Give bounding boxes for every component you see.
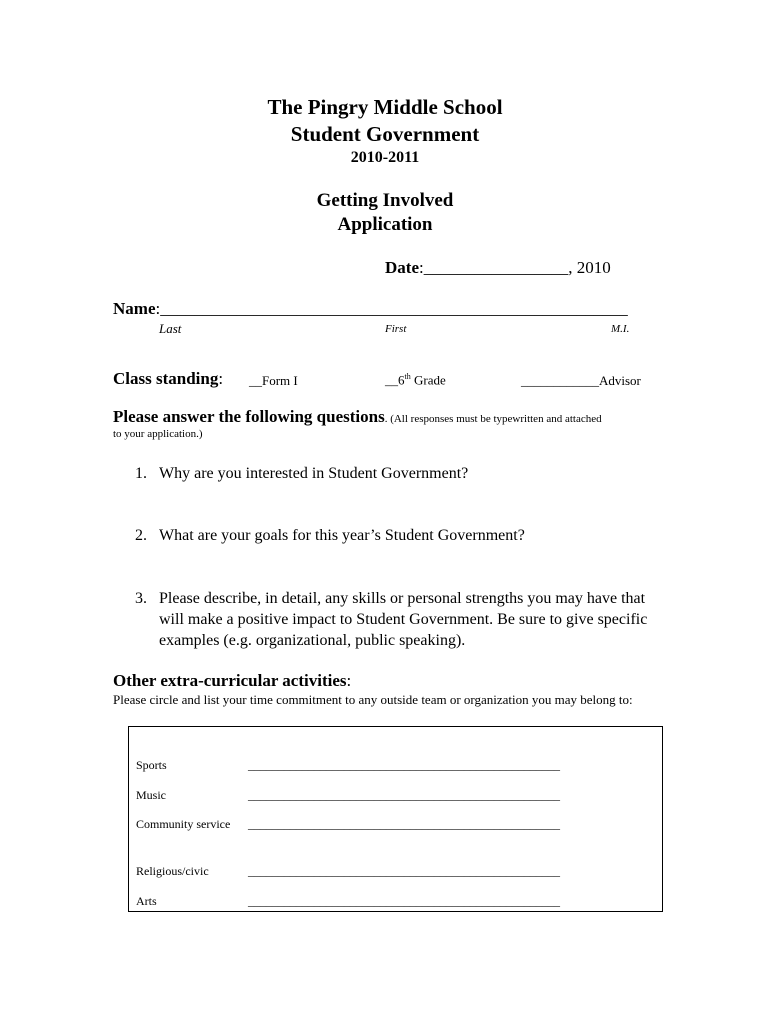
date-blank[interactable]: :_________________ [418,258,569,277]
date-label: Date [385,258,419,277]
advisor-field[interactable]: ____________Advisor [521,373,641,388]
form-title-line1: Getting Involved [316,190,454,211]
activity-line-music[interactable]: ____________________________________________________ [248,788,560,802]
date-year-suffix: , 2010 [568,258,611,277]
activities-heading-colon: : [346,671,352,690]
questions-intro [113,407,602,427]
activity-label-religious-civic: Religious/civic [136,864,209,878]
activity-line-arts[interactable]: ____________________________________________________ [248,894,560,908]
question-1 [135,463,675,484]
school-name: The Pingry Middle School [267,95,503,119]
name-last-caption: Last [159,321,182,336]
questions-intro-bold: Please answer the following questions [113,407,385,426]
question-1-text: Why are you interested in Student Government? [159,465,469,482]
question-1-number: 1. [135,465,147,482]
activity-label-sports: Sports [136,758,167,772]
grade-suffix: Grade [410,372,446,388]
name-mi-caption: M.I. [611,323,630,335]
grade-option[interactable] [385,372,446,388]
activity-label-community-service: Community service [136,817,231,831]
activity-label-arts: Arts [136,894,157,908]
activity-line-sports[interactable]: ____________________________________________________ [248,758,560,772]
name-label: Name [113,299,156,318]
question-3-number: 3. [135,590,147,607]
grade-superscript: th [404,372,411,381]
class-standing-colon: : [218,369,224,388]
organization-name: Student Government [290,122,480,146]
grade-prefix: __6 [385,372,405,388]
question-3-text: Please describe, in detail, any skills or personal strengths you may have that will make a positive impact to Student Government. Be sure to give specific examples (e.g. organizational, public speaking). [159,590,648,649]
class-standing-label: Class standing [113,369,219,388]
activities-heading: Other extra-curricular activities [113,671,347,690]
form-i-option[interactable]: __Form I [249,373,298,388]
activity-label-music: Music [136,788,166,802]
question-3 [135,588,675,651]
activities-heading-group [113,671,351,691]
name-first-caption: First [385,323,407,335]
activity-line-community-service[interactable]: ____________________________________________________ [248,817,560,831]
class-standing-label-group [113,369,223,389]
questions-intro-note: . (All responses must be typewritten and attached [384,413,602,425]
activity-line-religious-civic[interactable]: ____________________________________________________ [248,864,560,878]
question-2-number: 2. [135,527,147,544]
question-2-text: What are your goals for this year’s Student Government? [159,527,525,544]
question-2 [135,525,675,546]
questions-intro-note-continued: to your application.) [113,428,203,440]
name-blank[interactable]: :_______________________________________________________ [155,299,628,318]
school-year: 2010-2011 [350,149,420,166]
activities-instructions: Please circle and list your time commitment to any outside team or organization you may belong to: [113,692,633,707]
name-field[interactable] [113,299,628,319]
date-field[interactable] [385,258,611,278]
form-title-line2: Application [337,214,433,235]
